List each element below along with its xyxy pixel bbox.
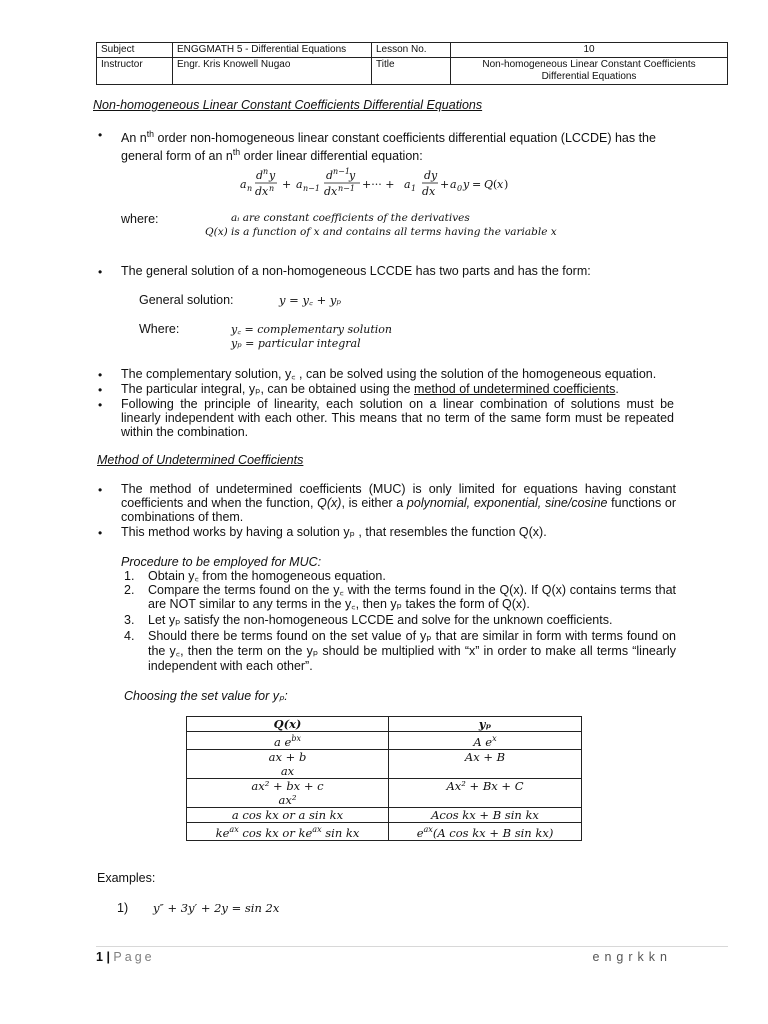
svg-text:n−1: n−1 — [338, 184, 355, 193]
general-solution-label: General solution: — [139, 293, 234, 307]
method-link-text: method of undetermined coefficients — [414, 382, 616, 396]
page-word: Page — [113, 950, 155, 964]
section2-heading: Method of Undetermined Coefficients — [97, 453, 304, 467]
svg-text:Q: Q — [484, 178, 494, 191]
where-line2: Q(x) is a function of x and contains all terms having the variable x — [205, 226, 557, 238]
bullet-marker: • — [98, 265, 103, 279]
svg-text:n−1: n−1 — [333, 167, 350, 176]
svg-text:d: d — [326, 169, 334, 182]
section1-bullet4: The particular integral, yₚ, can be obtained using the method of undetermined coefficients. — [121, 382, 619, 396]
bullet-marker: • — [98, 398, 103, 412]
section1-bullet2: The general solution of a non-homogeneous LCCDE has two parts and has the form: — [121, 264, 591, 278]
svg-text:a: a — [296, 178, 303, 191]
instructor-value: Engr. Kris Knowell Nugao — [173, 58, 372, 85]
svg-text:y: y — [349, 169, 356, 182]
table-cell-q: a $e^{bx}$ — [187, 732, 389, 750]
svg-text:(: ( — [493, 178, 498, 191]
step-text: Obtain y꜀ from the homogeneous equation. — [148, 569, 386, 583]
step-number: 2. — [124, 583, 135, 597]
where-label: where: — [121, 212, 159, 226]
choosing-heading: Choosing the set value for yₚ: — [124, 689, 288, 703]
table-row — [187, 732, 582, 750]
page-separator: | — [106, 950, 110, 964]
header-table — [96, 42, 728, 85]
page-number: 1 — [96, 950, 103, 964]
examples-label: Examples: — [97, 871, 156, 885]
title-value — [451, 58, 728, 85]
svg-text:=: = — [472, 178, 482, 191]
section1-bullet3: The complementary solution, y꜀ , can be solved using the solution of the homogeneous equation. — [121, 367, 657, 381]
svg-text:1: 1 — [411, 184, 417, 193]
where2-line2: yₚ = particular integral — [231, 337, 361, 350]
svg-text:dy: dy — [424, 169, 438, 182]
svg-text:n: n — [263, 167, 269, 176]
section1-bullet5: Following the principle of linearity, each solution on a linear combination of solutions must be linearly independent with each other. This means that no term of the same form must be repeated within the combination. — [121, 397, 674, 439]
svg-text:n: n — [269, 184, 275, 193]
svg-text:y: y — [269, 169, 276, 182]
svg-text:n: n — [247, 184, 253, 193]
section1-heading: Non-homogeneous Linear Constant Coefficients Differential Equations — [93, 98, 483, 112]
where2-label: Where: — [139, 322, 180, 336]
svg-text:n−1: n−1 — [303, 184, 320, 193]
svg-text:dx: dx — [255, 185, 269, 198]
set-value-table — [186, 716, 582, 841]
table-cell-q: a cos kx or a sin kx — [187, 807, 389, 822]
svg-text:y: y — [463, 178, 470, 191]
svg-text:0: 0 — [457, 184, 463, 193]
bullet-marker: • — [98, 383, 103, 397]
bullet-marker: • — [98, 128, 103, 142]
table-header-q: Q(x) — [187, 717, 389, 732]
step-number: 4. — [124, 629, 135, 643]
lesson-label: Lesson No. — [372, 43, 451, 58]
table-row — [187, 778, 582, 807]
example-number: 1) — [117, 901, 129, 915]
where-line1: aᵢ are constant coefficients of the derivatives — [231, 212, 470, 224]
table-cell-yp: $e^{ax}(A$ cos kx + B sin kx) — [389, 822, 582, 840]
general-form-equation — [236, 162, 536, 202]
table-cell-yp: Ax² + Bx + C — [389, 778, 582, 807]
section2-bullet1: The method of undetermined coefficients (MUC) is only limited for equations having constant coefficients and when the function, Q(x), is either a polynomial, exponential, sine/cosine functions or combinations of them. — [121, 482, 677, 524]
step-text: Compare the terms found on the y꜀ with the terms found in the Q(x). If Q(x) contains terms that are NOT similar to any terms in the y꜀, then yₚ takes the form of Q(x). — [148, 583, 676, 611]
step-number: 3. — [124, 613, 135, 627]
title-label: Title — [372, 58, 451, 85]
svg-text:dx: dx — [324, 185, 338, 198]
svg-text:a: a — [240, 178, 247, 191]
svg-text:d: d — [256, 169, 264, 182]
procedure-heading: Procedure to be employed for MUC: — [121, 555, 322, 569]
title-value-line1: Non-homogeneous Linear Constant Coefficients — [482, 59, 696, 70]
subject-value: ENGGMATH 5 - Differential Equations — [173, 43, 372, 58]
svg-text:+: + — [440, 178, 450, 191]
general-solution-equation: y = y꜀ + yₚ — [279, 293, 341, 307]
subject-label: Subject — [97, 43, 173, 58]
svg-text:dx: dx — [422, 185, 436, 198]
lesson-value: 10 — [451, 43, 728, 58]
step-text: Should there be terms found on the set value of yₚ that are similar in form with terms found on the y꜀, then the term on the yₚ should be multiplied with “x” in order to make all terms “linearly independent with each other”. — [148, 629, 676, 673]
bullet-marker: • — [98, 368, 103, 382]
table-header-yp: yₚ — [389, 717, 582, 732]
step-text: Let yₚ satisfy the non-homogeneous LCCDE and solve for the unknown coefficients. — [148, 613, 613, 627]
section1-bullet1: An $n^{th}$ order non-homogeneous linear constant coefficients differential equation (LCCDE) has the general form of an $n^{th}$ order linear differential equation: — [121, 129, 656, 164]
table-row — [187, 822, 582, 840]
section2-bullet2: This method works by having a solution yₚ , that resembles the function Q(x). — [121, 525, 547, 539]
author-tag: engrkkn — [592, 950, 672, 964]
bullet-marker: • — [98, 526, 103, 540]
table-cell-yp: Ax + B — [389, 749, 582, 778]
instructor-label: Instructor — [97, 58, 173, 85]
svg-text:): ) — [504, 178, 509, 191]
table-cell-yp: A $e^x$ — [389, 732, 582, 750]
bullet-marker: • — [98, 483, 103, 497]
svg-text:+··· +: +··· + — [362, 178, 395, 191]
svg-text:x: x — [497, 178, 504, 191]
table-cell-q: ax² + bx + c ax² — [187, 778, 389, 807]
table-row — [187, 749, 582, 778]
where2-line1: y꜀ = complementary solution — [231, 323, 393, 336]
example-equation: y″ + 3y′ + 2y = sin 2x — [153, 901, 280, 915]
step-number: 1. — [124, 569, 135, 583]
table-row — [187, 807, 582, 822]
title-value-line2: Differential Equations — [541, 71, 637, 82]
footer-divider — [96, 946, 728, 947]
table-cell-yp: Acos kx + B sin kx — [389, 807, 582, 822]
page-number-block — [96, 950, 155, 964]
svg-text:+: + — [282, 178, 292, 191]
table-cell-q: ax + b ax — [187, 749, 389, 778]
svg-text:a: a — [450, 178, 457, 191]
svg-text:a: a — [404, 178, 411, 191]
table-cell-q: $ke^{ax}$ cos kx or $ke^{ax}$ sin kx — [187, 822, 389, 840]
